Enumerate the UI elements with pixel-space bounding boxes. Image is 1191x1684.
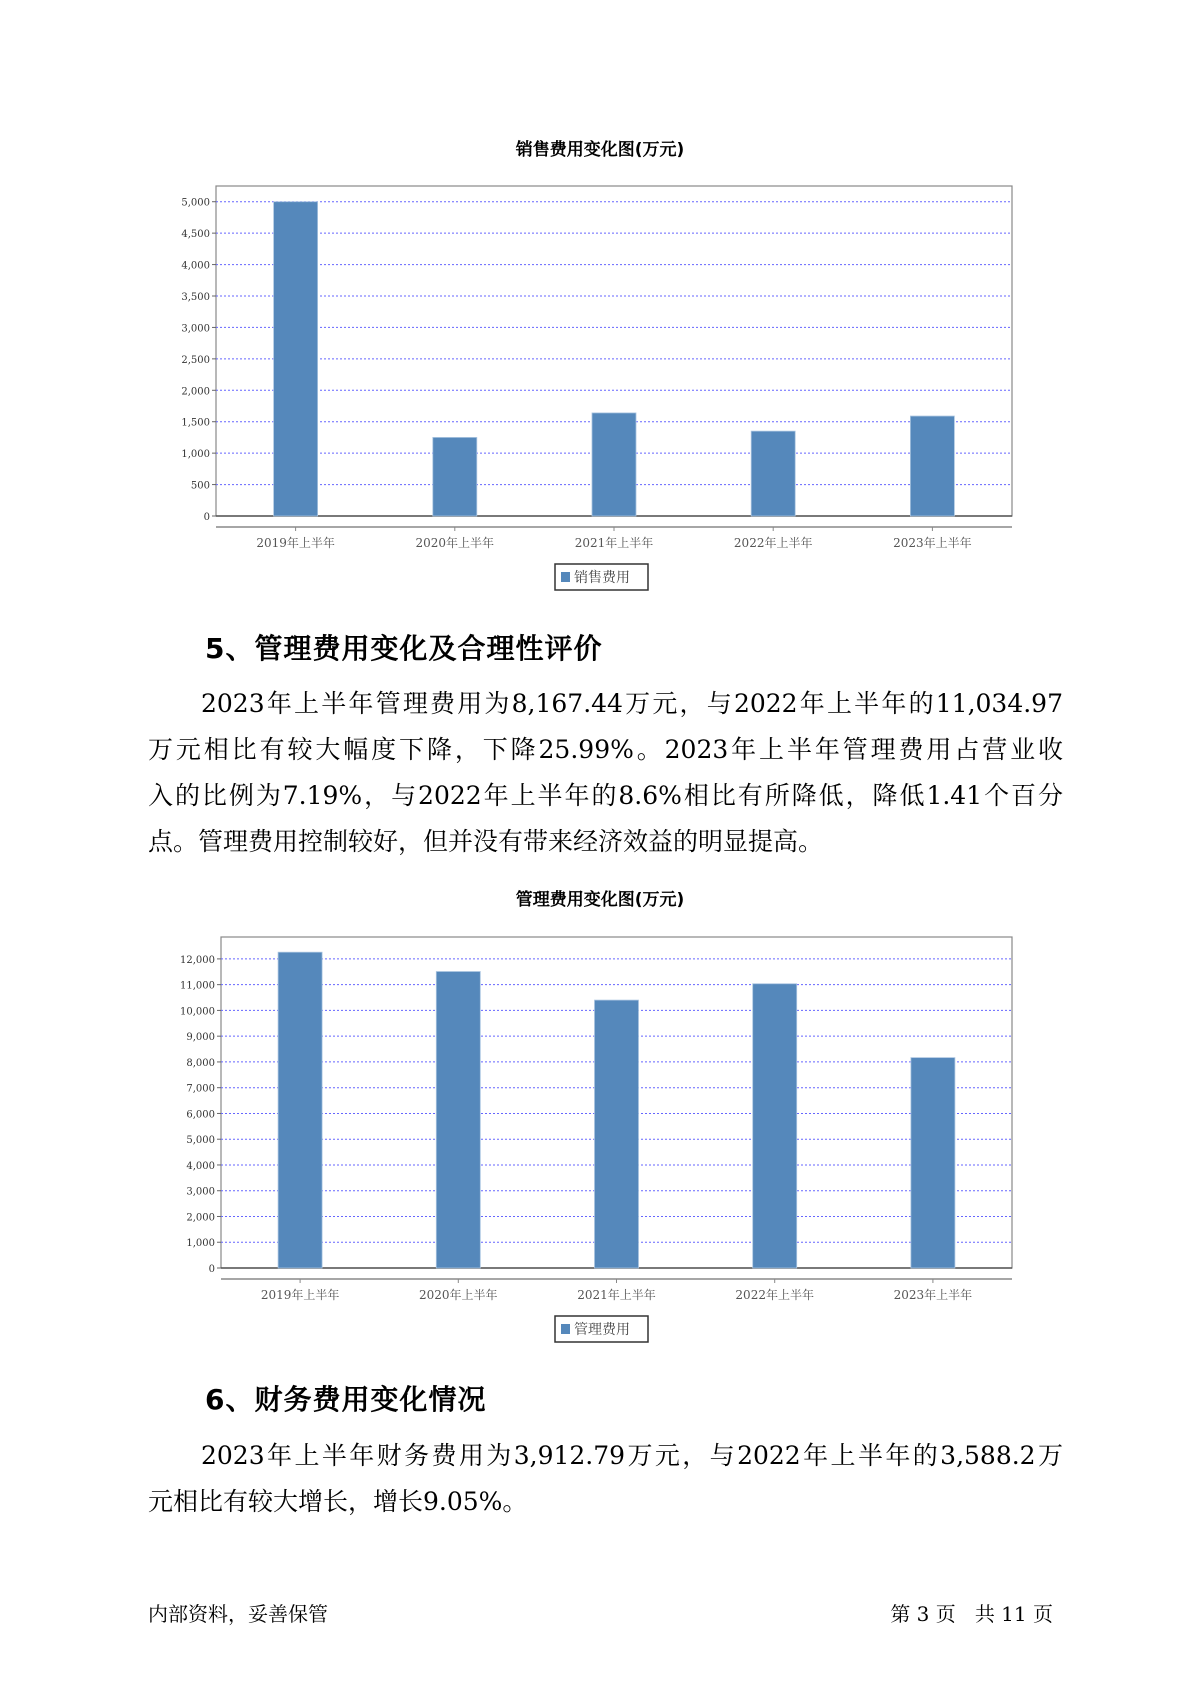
- x-tick-label: 2023年上半年: [893, 536, 972, 550]
- y-tick-label: 0: [208, 1264, 215, 1275]
- section-6-heading: 6、财务费用变化情况: [205, 1383, 487, 1416]
- chart-svg: [150, 880, 1050, 1350]
- x-tick-label: 2021年上半年: [577, 1288, 656, 1302]
- y-tick-label: 4,000: [186, 1160, 215, 1172]
- y-tick-label: 2,000: [181, 386, 210, 398]
- section-5-paragraph: [148, 681, 1063, 865]
- paragraph-line: 入的比例为7.19%，与2022年上半年的8.6%相比有所降低，降低1.41个百分: [148, 781, 1063, 810]
- chart-svg: [150, 130, 1050, 600]
- y-tick-label: 5,000: [186, 1135, 215, 1147]
- bar-2020年上半年: [433, 437, 477, 516]
- paragraph-line: 点。管理费用控制较好，但并没有带来经济效益的明显提高。: [148, 827, 824, 856]
- legend-label: 管理费用: [574, 1322, 630, 1338]
- paragraph-line: 万元相比有较大幅度下降，下降25.99%。2023年上半年管理费用占营业收: [148, 735, 1063, 764]
- sales-expense-chart: [150, 130, 1050, 600]
- footer-confidential: 内部资料，妥善保管: [148, 1602, 328, 1626]
- paragraph-line: 2023年上半年管理费用为8,167.44万元，与2022年上半年的11,034.97: [201, 689, 1063, 718]
- y-tick-label: 4,500: [181, 229, 210, 241]
- bar-2019年上半年: [278, 952, 322, 1268]
- legend-label: 销售费用: [574, 570, 630, 586]
- bar-2020年上半年: [436, 972, 480, 1268]
- y-tick-label: 2,500: [181, 354, 210, 366]
- x-tick-label: 2021年上半年: [574, 536, 654, 550]
- y-tick-label: 4,000: [181, 260, 210, 272]
- y-tick-label: 5,000: [181, 197, 210, 209]
- y-tick-label: 9,000: [186, 1032, 215, 1044]
- x-tick-label: 2019年上半年: [256, 536, 335, 550]
- bar-2023年上半年: [910, 416, 954, 516]
- y-tick-label: 3,000: [181, 323, 210, 335]
- y-tick-label: 1,000: [186, 1238, 215, 1250]
- paragraph-line: 元相比有较大增长，增长9.05%。: [148, 1487, 528, 1516]
- y-tick-label: 12,000: [180, 954, 215, 966]
- y-tick-label: 11,000: [180, 980, 215, 992]
- paragraph-line: 2023年上半年财务费用为3,912.79万元，与2022年上半年的3,588.2万: [201, 1441, 1063, 1470]
- x-tick-label: 2023年上半年: [893, 1288, 973, 1302]
- y-tick-label: 3,500: [181, 292, 210, 303]
- section-5-heading: 5、管理费用变化及合理性评价: [205, 632, 603, 665]
- y-tick-label: 500: [190, 480, 210, 492]
- y-tick-label: 0: [203, 512, 210, 523]
- y-tick-label: 6,000: [186, 1109, 215, 1121]
- y-tick-label: 3,000: [186, 1186, 215, 1198]
- bar-2022年上半年: [751, 431, 795, 516]
- y-tick-label: 2,000: [186, 1212, 215, 1224]
- y-tick-label: 10,000: [180, 1006, 215, 1018]
- chart-title: 管理费用变化图(万元): [515, 890, 685, 910]
- bar-2019年上半年: [274, 202, 318, 516]
- x-tick-label: 2020年上半年: [415, 536, 495, 550]
- x-tick-label: 2022年上半年: [735, 1288, 814, 1302]
- section-6-paragraph: [148, 1433, 1063, 1525]
- y-tick-label: 1,000: [181, 449, 210, 461]
- admin-expense-chart: [150, 880, 1050, 1350]
- x-tick-label: 2020年上半年: [419, 1288, 498, 1302]
- bar-2021年上半年: [592, 413, 636, 516]
- y-tick-label: 8,000: [186, 1057, 215, 1069]
- bar-2021年上半年: [595, 1000, 639, 1268]
- bar-2022年上半年: [753, 984, 797, 1268]
- footer-page-number: 第 3 页 共 11 页: [890, 1602, 1053, 1626]
- legend-swatch: [561, 572, 570, 582]
- y-tick-label: 7,000: [186, 1083, 215, 1095]
- x-tick-label: 2019年上半年: [260, 1288, 340, 1302]
- bar-2023年上半年: [911, 1058, 955, 1268]
- legend-swatch: [561, 1324, 570, 1334]
- chart-title: 销售费用变化图(万元): [515, 140, 685, 160]
- y-tick-label: 1,500: [181, 417, 210, 429]
- x-tick-label: 2022年上半年: [733, 536, 813, 550]
